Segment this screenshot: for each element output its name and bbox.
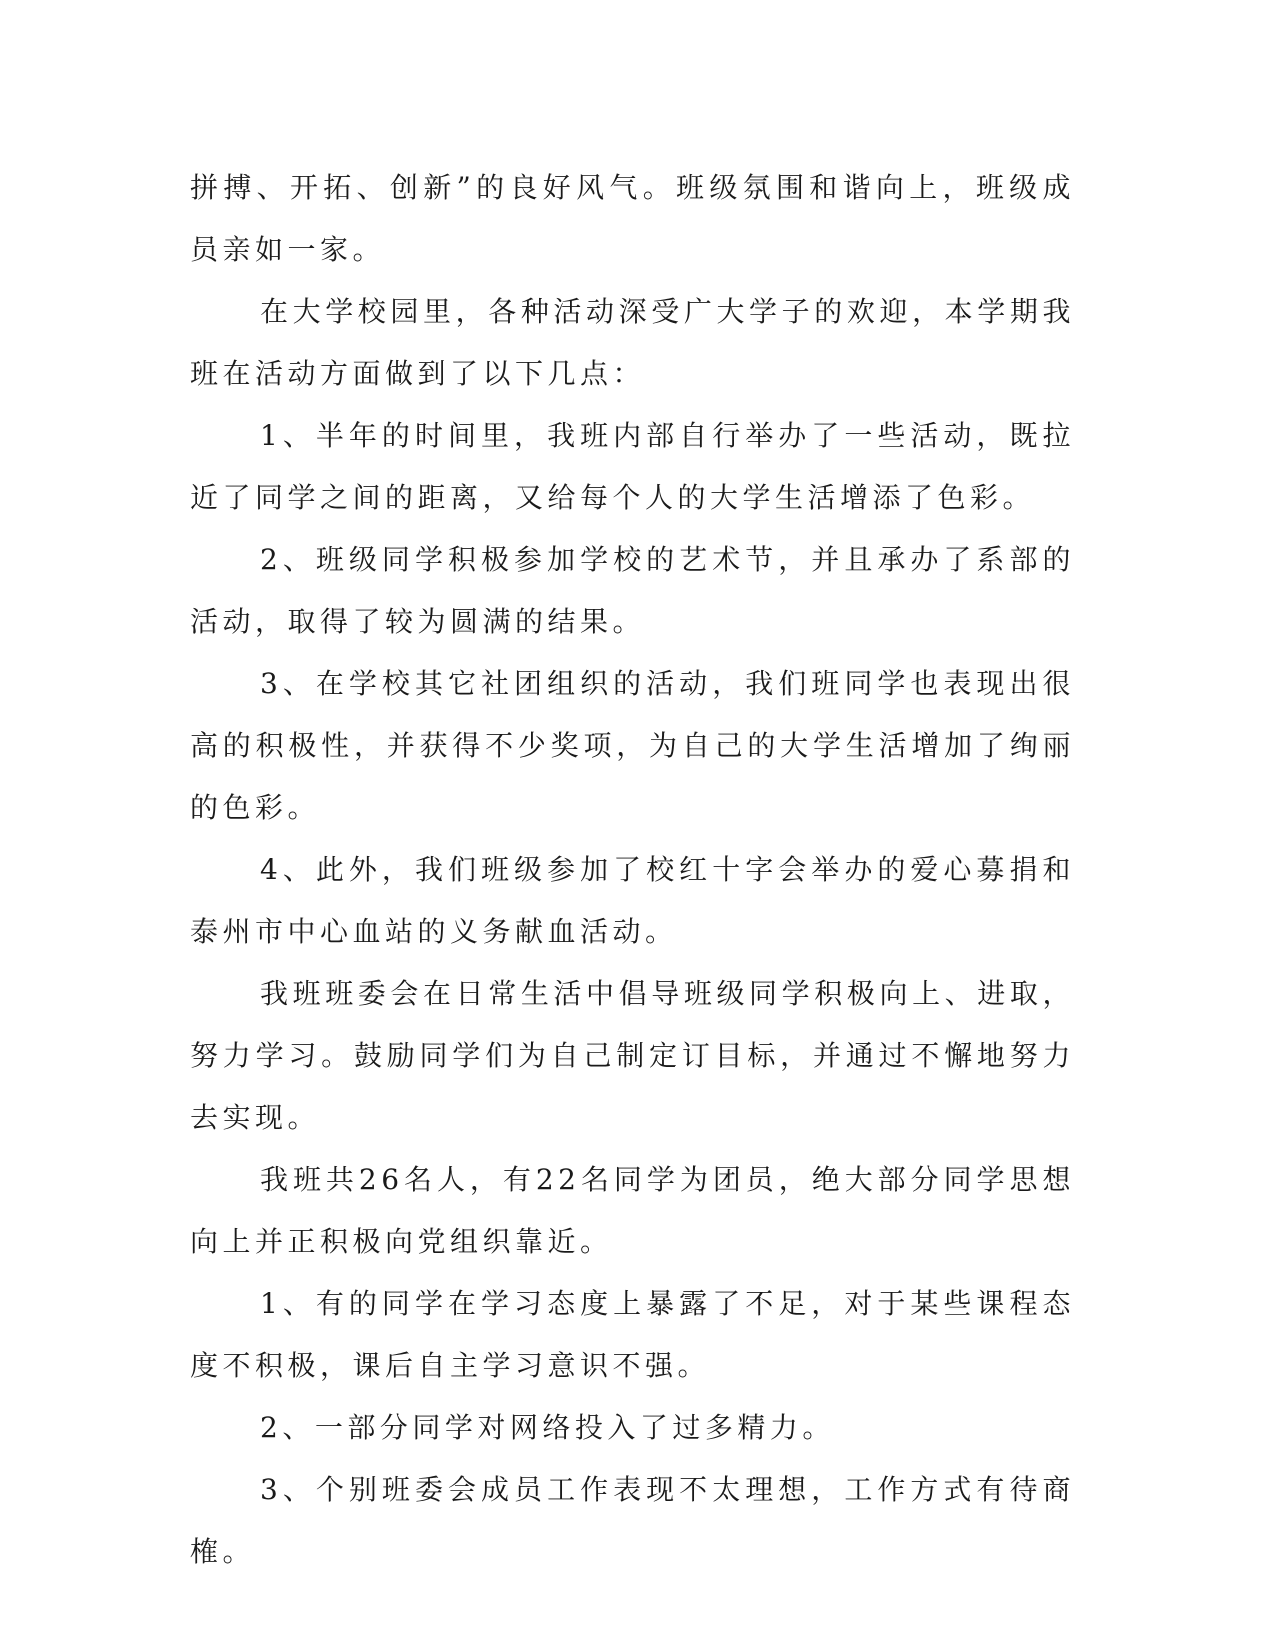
- paragraph-class-members: 我班共26名人，有22名同学为团员，绝大部分同学思想向上并正积极向党组织靠近。: [190, 1163, 1075, 1258]
- paragraph-issue-2: 2、一部分同学对网络投入了过多精力。: [260, 1411, 835, 1444]
- paragraph-issue-1: 1、有的同学在学习态度上暴露了不足，对于某些课程态度不积极，课后自主学习意识不强。: [190, 1287, 1075, 1382]
- paragraph-class-committee: 我班班委会在日常生活中倡导班级同学积极向上、进取，努力学习。鼓励同学们为自己制定订目标，并通过不懈地努力去实现。: [190, 977, 1075, 1134]
- paragraph-item-2: 2、班级同学积极参加学校的艺术节，并且承办了系部的活动，取得了较为圆满的结果。: [190, 543, 1075, 638]
- paragraph-activities-intro: 在大学校园里，各种活动深受广大学子的欢迎，本学期我班在活动方面做到了以下几点：: [190, 295, 1075, 390]
- paragraph-issue-3: 3、个别班委会成员工作表现不太理想，工作方式有待商榷。: [190, 1473, 1075, 1568]
- paragraph-item-1: 1、半年的时间里，我班内部自行举办了一些活动，既拉近了同学之间的距离，又给每个人的大学生活增添了色彩。: [190, 419, 1075, 514]
- document-body: [190, 157, 1075, 1583]
- paragraph-item-3: 3、在学校其它社团组织的活动，我们班同学也表现出很高的积极性，并获得不少奖项，为自己的大学生活增加了绚丽的色彩。: [190, 667, 1075, 824]
- paragraph-item-4: 4、此外，我们班级参加了校红十字会举办的爱心募捐和泰州市中心血站的义务献血活动。: [190, 853, 1075, 948]
- paragraph-continuation: 拼搏、开拓、创新”的良好风气。班级氛围和谐向上，班级成员亲如一家。: [190, 171, 1075, 266]
